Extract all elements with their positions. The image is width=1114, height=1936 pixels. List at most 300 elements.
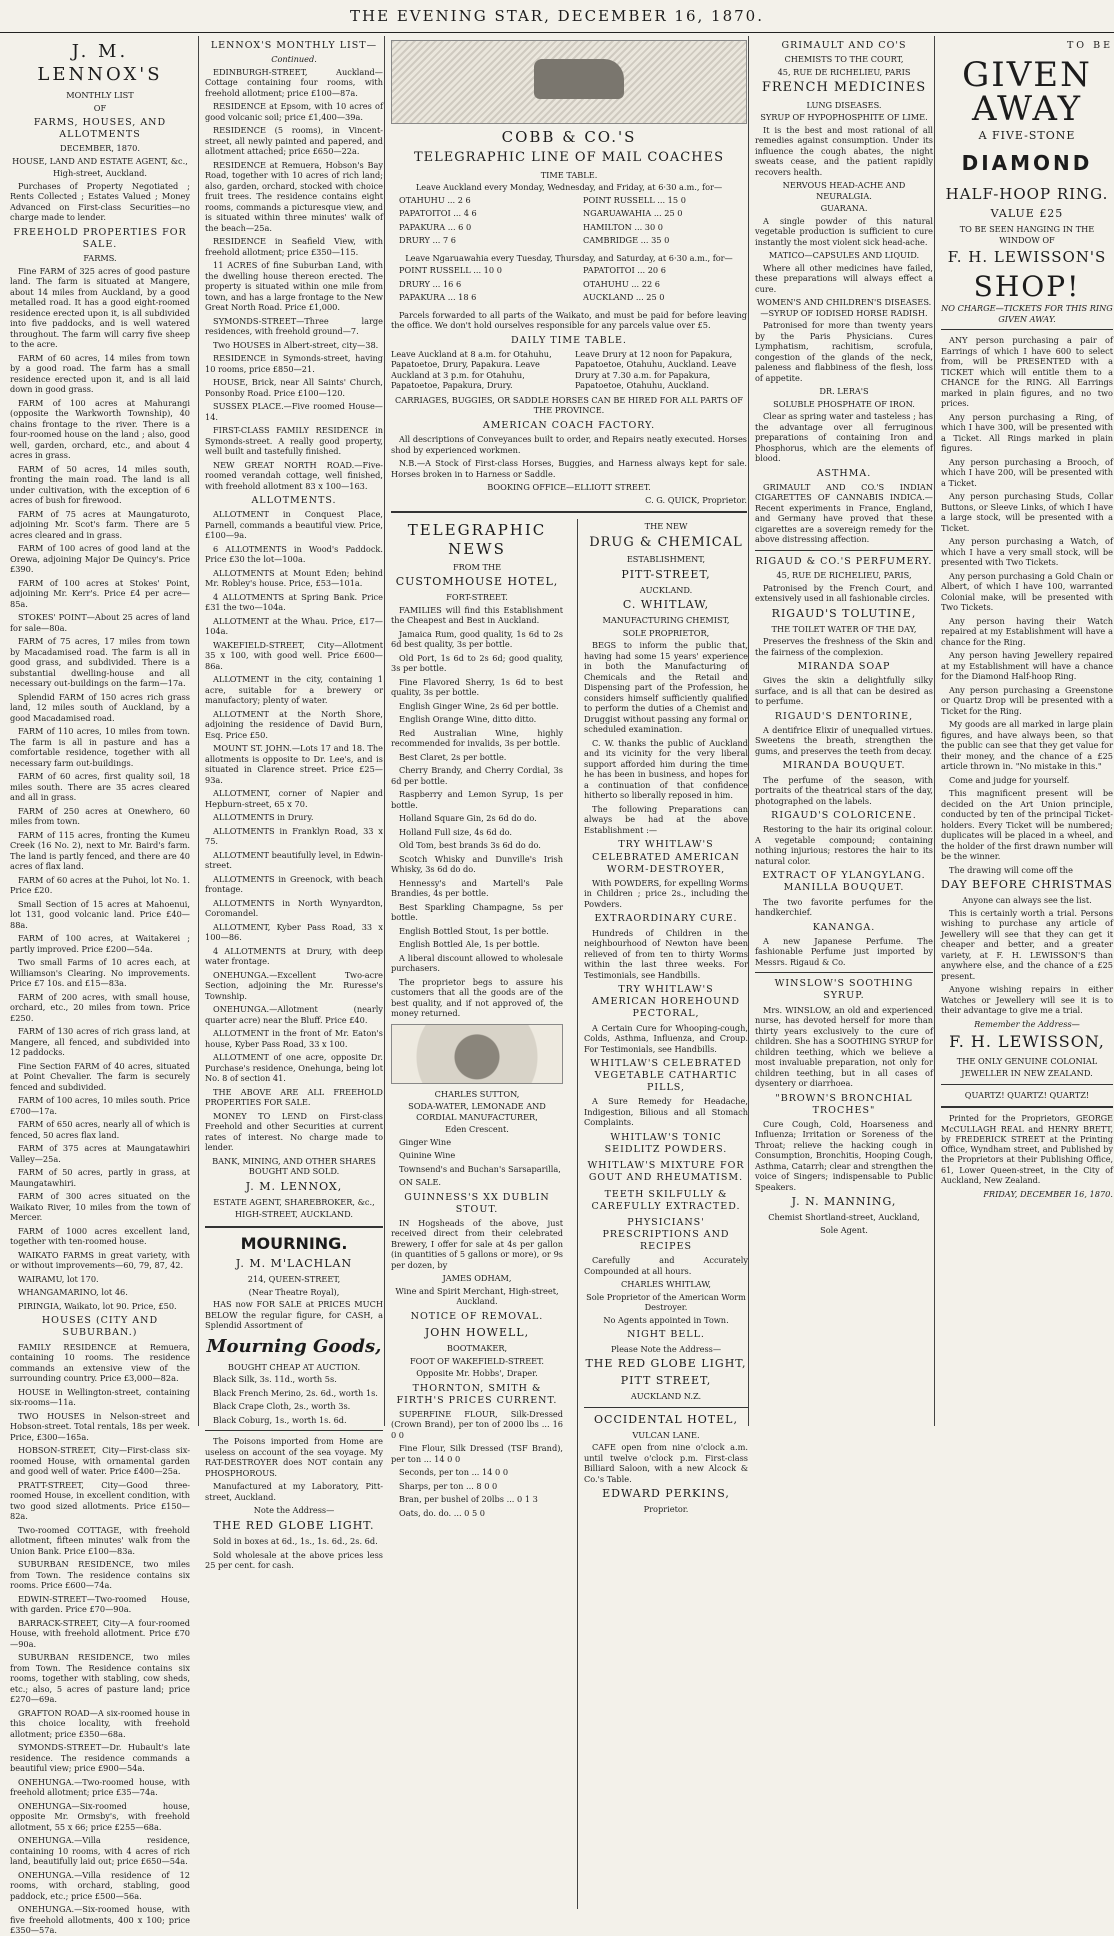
vulcan-lane: VULCAN LANE. (632, 1429, 700, 1440)
column-lennox-list (10, 36, 190, 1935)
fare-row: AUCKLAND ... 25 0 (583, 292, 665, 303)
house-listing: SUBURBAN RESIDENCE, two miles from Town. The Residence contains six rooms, together with stabling, cow sheds, etc.; also, 5 acres of pasture land; price £270—69a. (10, 1652, 190, 1704)
matico-title: MATICO—CAPSULES AND LIQUID. (768, 250, 920, 261)
manning-name: J. N. MANNING, (791, 1195, 897, 1209)
wine-item: English Ginger Wine, 2s 6d per bottle. (399, 700, 559, 711)
divider (391, 511, 747, 513)
brown-text: Cure Cough, Cold, Hoarseness and Influenza; Irritation or Soreness of the Throat; relieve the hacking cough in Consumption, Bronchitis, Hooping Cough, Asthma, Catarrh; clear and strengthen the voice of Singers; indispensable to Public Speakers. (755, 1118, 933, 1192)
sole-agent: Sole Agent. (820, 1224, 868, 1235)
fare-row: DRURY ... 16 6 (399, 278, 462, 289)
remember-address: Remember the Address— (974, 1018, 1080, 1029)
anyone-note: Anyone can always see the list. (962, 895, 1092, 906)
allotment-listing: MOUNT ST. JOHN.—Lots 17 and 18. The allotments is opposite to Dr. Lee's, and is situated in Clarence street. Price £25—93a. (205, 743, 383, 785)
given-away: GIVEN AWAY (962, 55, 1092, 130)
house-listing: SYMONDS-STREET—Dr. Hubault's late residence. The residence commands a beautiful view; price £900—54a. (10, 1742, 190, 1773)
lennox-of: OF (93, 102, 107, 113)
rigaud-title: RIGAUD & CO.'S PERFUMERY. (755, 555, 933, 567)
house-listing: ONEHUNGA.—Six-roomed house, with five freehold allotments, 400 x 100; price £350—57a. (10, 1904, 190, 1935)
hotel-column (391, 519, 563, 1909)
coloricene-title: RIGAUD'S COLORICENE. (771, 810, 917, 822)
auckland-nz: AUCKLAND N.Z. (630, 1391, 702, 1402)
only-genuine: THE ONLY GENUINE COLONIAL (956, 1055, 1098, 1066)
miranda-soap: MIRANDA SOAP (797, 661, 891, 673)
farm-listing: STOKES' POINT—About 25 acres of land for sale—80a. (10, 612, 190, 633)
flour-price: SUPERFINE FLOUR, Silk-Dressed (Crown Brand), per ton of 2000 lbs ... 16 0 0 (391, 1408, 563, 1440)
wine-item: English Bottled Stout, 1s per bottle. (399, 925, 549, 936)
freehold-note: THE ABOVE ARE ALL FREEHOLD PROPERTIES FOR SALE. (205, 1086, 383, 1108)
residence-listing: RESIDENCE in Seafield View, with freehold allotment; price £350—115. (205, 236, 383, 257)
sutton-item: Quinine Wine (399, 1150, 456, 1161)
drug-column (577, 519, 748, 1909)
drug-establishment: ESTABLISHMENT, (626, 554, 706, 565)
cobb-title: COBB & CO.'S (501, 128, 637, 146)
ticket-offer: Any person purchasing Studs, Collar Buttons, or Sleeve Links, of which I have a large stock, will be presented with a Ticket. (941, 491, 1113, 533)
farm-listing: FARM of 110 acres, 10 miles from town. The farm is all in pasture and has a comfortable residence, together with all necessary farm out-buildings. (10, 726, 190, 768)
farm-listing: FARM of 1000 acres excellent land, together with ten-roomed house. (10, 1225, 190, 1247)
fares-left (391, 195, 563, 249)
pills-title: WHITLAW'S CELEBRATED VEGETABLE CATHARTIC PILLS, (590, 1058, 742, 1094)
begs-text: BEGS to inform the public that, having had some 15 years' experience in both the Manufacturing of Chemicals and the Retail and Dispensing part of the Profession, he considers himself sufficiently qualified to perform the duties of a Chemist and Druggist without passing any formal or scheduled examination. (584, 640, 748, 735)
divider (755, 972, 933, 973)
booking-office: BOOKING OFFICE—ELLIOTT STREET. (487, 482, 651, 493)
ticket-offer: Any person having their Watch repaired at my Establishment will have a chance for the Ring. (941, 615, 1113, 647)
perkins-name: EDWARD PERKINS, (602, 1487, 730, 1501)
mourning-text: HAS now FOR SALE at PRICES MUCH BELOW the regular figure, for CASH, a Splendid Assortment of (205, 1299, 383, 1331)
divider (584, 1407, 748, 1408)
divider (941, 329, 1113, 330)
occidental-title: OCCIDENTAL HOTEL, (594, 1412, 738, 1426)
asthma-title: ASTHMA. (816, 467, 872, 479)
mourning-price-item: Black Coburg, 1s., worth 1s. 6d. (213, 1414, 347, 1425)
allotment-listing: ALLOTMENT, Kyber Pass Road, 33 x 100—86. (205, 921, 383, 943)
wine-item: Old Tom, best brands 3s 6d do do. (399, 840, 541, 851)
perkins-role: Proprietor. (643, 1504, 689, 1515)
cure-text: Hundreds of Children in the neighbourhood of Newton have been relieved of from ten to thirty Worms within the last three weeks. For Testimonials, see Handbills. (584, 927, 748, 980)
leave-auckland: Leave Auckland every Monday, Wednesday, and Friday, at 6·30 a.m., for— (415, 182, 723, 193)
ticket-offer: ANY person purchasing a pair of Earrings of which I have 600 to select from, will be PRESENTED with a TICKET which will entitle them to a CHANCE for the RING. All Earrings marked in plain figures, and no two prices. (941, 335, 1113, 409)
trial-offer: Anyone wishing repairs in either Watches or Jewellery will see it is to their advantage to give me a trial. (941, 984, 1113, 1016)
sutton-name: CHARLES SUTTON, (434, 1088, 520, 1099)
rigaud-address: 45, RUE DE RICHELIEU, PARIS, (776, 570, 912, 581)
mourning-name: J. M. M'LACHLAN (235, 1257, 353, 1271)
houses-heading: HOUSES (CITY AND SUBURBAN.) (41, 1315, 159, 1339)
allotment-listing: ALLOTMENTS in Franklyn Road, 33 x 75. (205, 825, 383, 847)
house-listing: BARRACK-STREET, City—A four-roomed House, with freehold allotment. Price £70—90a. (10, 1617, 190, 1649)
fort-street: FORT-STREET. (446, 592, 508, 603)
continued-label: Continued. (271, 54, 317, 65)
lewisson-name: F. H. LEWISSON'S (947, 248, 1107, 267)
dentorine-title: RIGAUD'S DENTORINE, (774, 710, 914, 722)
poisons-note: The Poisons imported from Home are useless on account of the sea voyage. My RAT-DESTROYER does NOT contain any PHOSPHOROUS. (205, 1436, 383, 1478)
fares-return-right (575, 265, 747, 306)
fare-row: HAMILTON ... 30 0 (583, 221, 664, 232)
daily-table (391, 349, 747, 391)
bouquet-title: MIRANDA BOUQUET. (782, 760, 906, 772)
residence-listing: RESIDENCE in Symonds-street, having 10 rooms, price £850—21. (205, 353, 383, 374)
wine-item: Old Port, 1s 6d to 2s 6d; good quality, 3s per bottle. (391, 652, 563, 674)
farm-listing: PIRINGIA, Waikato, lot 90. Price, £50. (18, 1300, 177, 1311)
fares-return (391, 265, 747, 306)
stout-heading: GUINNESS'S XX DUBLIN STOUT. (404, 1191, 550, 1215)
whitlaw-desc: MANUFACTURING CHEMIST, (602, 615, 730, 626)
ticket-offer: This magnificent present will be decided on the Art Union principle, conducted by ten of the principal Ticket-holders. Every Ticket will be numbered; duplicates will be placed in a wheel, and the holder of the first drawn number will be the winner. (941, 788, 1113, 862)
fares-right (575, 195, 747, 249)
sole-proprietor: SOLE PROPRIETOR, (622, 627, 710, 638)
residence-listing: SYMONDS-STREET—Three large residences, with freehold ground—7. (205, 315, 383, 337)
lennox-agent: HOUSE, LAND AND ESTATE AGENT, &c., (12, 155, 188, 166)
fare-row: NGARUAWAHIA ... 25 0 (583, 208, 683, 219)
sutton-item: ON SALE. (399, 1177, 442, 1188)
wine-item: English Bottled Ale, 1s per bottle. (399, 939, 540, 950)
farm-listing: FARM of 130 acres of rich grass land, at Mangere, all fenced, and subdivided into 12 paddocks. (10, 1026, 190, 1058)
allotment-listing: 4 ALLOTMENTS at Drury, with deep water frontage. (205, 945, 383, 967)
odham-desc: Wine and Spirit Merchant, High-street, Auckland. (395, 1285, 559, 1307)
day-before-christmas: DAY BEFORE CHRISTMAS (941, 878, 1113, 892)
red-globe-light: THE RED GLOBE LIGHT, (585, 1357, 747, 1371)
seen-window: TO BE SEEN HANGING IN THE WINDOW OF (959, 224, 1095, 245)
farm-listing: FARM of 115 acres, fronting the Kumeu Creek (16 No. 2), next to Mr. Baird's farm. The land is partly fenced, and there are 40 acres of flax land. (10, 829, 190, 872)
coach-illustration (534, 59, 624, 99)
farm-listing: FARM of 50 acres, 14 miles south, fronting the main road. The land is all under cultivation, with the exception of 6 acres of bush for firewood. (10, 463, 190, 506)
no-charge: NO CHARGE—TICKETS FOR THIS RING GIVEN AWAY. (941, 303, 1113, 324)
hotel-name: CUSTOMHOUSE HOTEL, (395, 575, 559, 588)
residence-listing: RESIDENCE at Epsom, with 10 acres of good volcanic soil; price £1,400—39a. (205, 101, 383, 122)
wine-item: Hennessy's and Martell's Pale Brandies, 4s per bottle. (391, 877, 563, 899)
trial-offer: This is certainly worth a trial. Persons wishing to purchase any article of Jewellery will see that they can get it cheaper and better, and a greater variety, at F. H. LEWISSON'S than anywhere else, and the chance of a £25 present. (941, 907, 1113, 981)
horehound-text: A Certain Cure for Whooping-cough, Colds, Asthma, Influenza, and Croup. For Testimonials, see Handbills. (584, 1022, 748, 1054)
rigaud-text: Patronised by the French Court, and extensively used in all fashionable circles. (755, 582, 933, 604)
pitt-street-2: PITT STREET, (620, 1374, 712, 1388)
house-listing: PRATT-STREET, City—Good three-roomed House, in excellent condition, with two good sized allotments. Price £150—82a. (10, 1479, 190, 1521)
fare-row: PAPATOITOI ... 4 6 (399, 208, 477, 219)
farm-listing: FARM of 650 acres, nearly all of which is fenced, 50 acres flax land. (10, 1119, 190, 1140)
wine-item: Red Australian Wine, highly recommended for invalids, 3s per bottle. (391, 727, 563, 749)
pills-text: A Sure Remedy for Headache, Indigestion, Bilious and all Stomach Complaints. (584, 1096, 748, 1128)
daily-left: Leave Auckland at 8 a.m. for Otahuhu, Papatoetoe, Drury, Papakura. Leave Auckland at 3 p.m. for Otahuhu, Papatoetoe, Papakura, Drury. (391, 348, 552, 391)
fare-row: CAMBRIDGE ... 35 0 (583, 235, 670, 246)
freehold-heading: FREEHOLD PROPERTIES FOR SALE. (13, 226, 187, 251)
lera-sub: SOLUBLE PHOSPHATE OF IRON. (773, 398, 915, 409)
howell-address: FOOT OF WAKEFIELD-STREET. (409, 1355, 545, 1366)
lennox-subtitle: MONTHLY LIST (66, 90, 134, 101)
farm-listing: FARM of 100 acres of good land at the Orewa, adjoining Major De Quincy's. Price £390. (10, 543, 190, 575)
allotment-listing: ALLOTMENT, corner of Napier and Hepburn-street, 65 x 70. (205, 788, 383, 809)
fares-outbound (391, 195, 747, 249)
allotment-listing: ALLOTMENT in the city, containing 1 acre, suitable for a brewery or manufactory; plenty of water. (205, 674, 383, 706)
daily-timetable: DAILY TIME TABLE. (511, 334, 627, 346)
mail-coaches-title: TELEGRAPHIC LINE OF MAIL COACHES (414, 150, 724, 166)
fare-row: PAPAKURA ... 18 6 (399, 292, 477, 303)
womens-title: WOMEN'S AND CHILDREN'S DISEASES. —SYRUP OF IODISED HORSE RADISH. (756, 297, 932, 318)
ticket-offer: Any person purchasing a Brooch, of which I have 200, will be presented with a Ticket. (941, 456, 1113, 488)
brown-title: "BROWN'S BRONCHIAL TROCHES" (775, 1092, 913, 1116)
fare-row: POINT RUSSELL ... 15 0 (583, 194, 686, 205)
ticket-offer: Any person purchasing a Greenstone or Quartz Drop will be presented with a Ticket for the Ring. (941, 684, 1113, 716)
nervous-title: NERVOUS HEAD-ACHE AND NEURALGIA. (782, 180, 906, 201)
proprietor-note: The proprietor begs to assure his customers that all the goods are of the best quality, and if not approved of, the money returned. (391, 976, 563, 1019)
allotment-list (205, 509, 383, 1084)
sutton-list (391, 1137, 563, 1188)
teeth-title: TEETH SKILFULLY & CAREFULLY EXTRACTED. (591, 1188, 741, 1212)
ticket-offer: My goods are all marked in large plain figures, and have always been, so that the public can see that they get value for their money, and the chance of a £25 article thrown in. "No mistake in this." (941, 719, 1113, 772)
seidlitz-title: WHITLAW'S TONIC SEIDLITZ POWDERS. (604, 1131, 728, 1156)
lera-text: Clear as spring water and tasteless ; has the advantage over all ferruginous preparations of containing Iron and Phosphorus, which are the elements of blood. (755, 411, 933, 464)
farm-listing: WAIKATO FARMS in great variety, with or without improvements—60, 79, 87, 42. (10, 1249, 190, 1271)
house-listing: ONEHUNGA—Six-roomed house, opposite Mr. Ormsby's, with freehold allotment, 55 x 66; price £255—68a. (10, 1800, 190, 1832)
timetable-heading: TIME TABLE. (540, 169, 598, 180)
ticket-offers (941, 335, 1113, 875)
flour-price: Seconds, per ton ... 14 0 0 (399, 1467, 509, 1478)
factory-text: All descriptions of Conveyances built to order, and Repairs neatly executed. Horses shod by experienced workmen. (391, 434, 747, 455)
quartz: QUARTZ! QUARTZ! QUARTZ! (964, 1089, 1090, 1100)
allotment-listing: ONEHUNGA.—Excellent Two-acre Section, adjoining the Mr. Ruresse's Township. (205, 969, 383, 1001)
thanks-text: C. W. thanks the public of Auckland and its vicinity for the very liberal support afforded him during the time he has been in business, and hopes for a continuation of that confidence hitherto so liberally reposed in him. (584, 737, 748, 801)
winslow-title: WINSLOW'S SOOTHING SYRUP. (774, 978, 914, 1002)
allotment-listing: ONEHUNGA.—Allotment (nearly quarter acre) near the Bluff. Price £40. (205, 1004, 383, 1025)
farm-listing: FARM of 100 acres at Mahurangi (opposite the Warkworth Township), 40 chains frontage to the river. There is a four-roomed house on the land ; also, good well, garden, orchard, etc., and about 4 acres in grass. (10, 397, 190, 461)
divider (755, 550, 933, 551)
worm-title: TRY WHITLAW'S CELEBRATED AMERICAN WORM-DESTROYER, (592, 839, 740, 875)
kananga-title: KANANGA. (812, 921, 876, 933)
daily-right: Leave Drury at 12 noon for Papakura, Papatoetoe, Otahuhu, Auckland. Leave Drury at 7.30 a.m. for Papakura, Papatoetoe, Otahuhu, Auckland. (575, 348, 737, 391)
wine-item: Raspberry and Lemon Syrup, 1s per bottle. (391, 789, 563, 810)
chemists-court: CHEMISTS TO THE COURT, (784, 54, 904, 65)
whitlaw-name: C. WHITLAW, (622, 598, 710, 612)
miranda-text: Gives the skin a delightfully silky surface, and is all that can be desired as to perfume. (755, 675, 933, 707)
agent-address: HIGH-STREET, AUCKLAND. (234, 1209, 354, 1220)
guarana-title: GUARANA. (820, 203, 868, 214)
diamond-title: DIAMOND (961, 151, 1093, 176)
farm-listing: FARM of 75 acres at Maungaturoto, adjoining Mr. Scot's farm. There are 5 acres cleared and in grass. (10, 508, 190, 540)
fare-row: DRURY ... 7 6 (399, 235, 456, 246)
lennox-heading: FARMS, HOUSES, AND ALLOTMENTS (33, 117, 167, 141)
residence-listing: 11 ACRES of fine Suburban Land, with the dwelling house thereon erected. The property is situated within one mile from town, and has a large frontage to the New Great North Road. Price £1,000. (205, 260, 383, 313)
column-lennox-continued (198, 36, 383, 1571)
preparations-note: The following Preparations can always be had at the above Establishment :— (584, 803, 748, 835)
discount-note: A liberal discount allowed to wholesale purchasers. (391, 952, 563, 974)
french-medicines: FRENCH MEDICINES (761, 80, 927, 96)
mourning-goods: Mourning Goods, (206, 1335, 382, 1357)
footer-date: FRIDAY, DECEMBER 16, 1870. (983, 1188, 1113, 1199)
allotment-listing: WAKEFIELD-STREET, City—Allotment 35 x 100, with good well. Price £600—86a. (205, 639, 383, 671)
farm-listing: FARM of 60 acres, first quality soil, 18 miles south. There are 35 acres cleared and all in grass. (10, 771, 190, 803)
boxes-price: Sold in boxes at 6d., 1s., 1s. 6d., 2s. 6d. (213, 1536, 378, 1547)
column-center (384, 36, 748, 1518)
allotment-listing: ALLOTMENT at the Whau. Price, £17—104a. (205, 615, 383, 637)
fare-row: POINT RUSSELL ... 10 0 (399, 265, 502, 276)
divider (205, 1430, 383, 1431)
lennox-cont-title: LENNOX'S MONTHLY LIST— (210, 40, 378, 51)
mourning-price-list (205, 1374, 383, 1425)
lennox-street: High-street, Auckland. (53, 168, 147, 179)
allotment-listing: ALLOTMENTS at Mount Eden; behind Mr. Robley's house. Price, £53—101a. (205, 567, 383, 589)
residence-listing: RESIDENCE at Remuera, Hobson's Bay Road, together with 10 acres of rich land; also, garden, orchard, stocked with choice fruit trees. The residence contains eight rooms, commands a picturesque view, and is situated within three minutes' walk of the beach—25a. (205, 159, 383, 233)
cw-name: CHARLES WHITLAW, (621, 1279, 711, 1290)
sutton-item: Townsend's and Buchan's Sarsaparilla, (399, 1163, 561, 1174)
soda-machine-illustration (391, 1024, 563, 1084)
physicians-title: PHYSICIANS' PRESCRIPTIONS AND RECIPES (602, 1216, 730, 1253)
mourning-heading: MOURNING. (240, 1233, 348, 1253)
lung-diseases: LUNG DISEASES. (806, 99, 882, 110)
allotment-listing: 4 ALLOTMENTS at Spring Bank. Price £31 the two—104a. (205, 591, 383, 613)
night-bell: NIGHT BELL. (627, 1329, 705, 1341)
farm-list (10, 266, 190, 1312)
ticket-offer: Any person having Jewellery repaired at my Establishment will have a chance for the Diamond Half-hoop Ring. (941, 650, 1113, 682)
mourning-price-item: Black French Merino, 2s. 6d., worth 1s. (213, 1387, 378, 1398)
house-listing: HOBSON-STREET, City—First-class six-roomed House, with ornamental garden and good well of water. Price £400—25a. (10, 1445, 190, 1476)
divider (941, 1106, 1113, 1108)
farm-listing: FARM of 300 acres situated on the Waikato River, 10 miles from the town of Mercer. (10, 1191, 190, 1223)
printed-by: Printed for the Proprietors, GEORGE McCULLAGH REAL and HENRY BRETT, by FREDERICK STREET at the Printing Office, Wyndham street, and Published by the Proprietors at their Publishing Office, 61, Lower Queen-street, in the City of Auckland, New Zealand. (941, 1114, 1113, 1185)
fare-row: PAPATOITOI ... 20 6 (583, 265, 666, 276)
divider (941, 1084, 1113, 1085)
hogsheads-text: IN Hogsheads of the above, just received direct from their celebrated Brewery, I offer for sale at 4s per gallon (in quantities of 5 gallons or more), or 9s per dozen, by (391, 1217, 563, 1270)
parcels-note: Parcels forwarded to all parts of the Waikato, and must be paid for before leaving the office. We don't hold ourselves responsible for any parcels value over £5. (391, 309, 747, 331)
bank-shares: BANK, MINING, AND OTHER SHARES BOUGHT AND SOLD. (212, 1155, 376, 1177)
lennox-date: DECEMBER, 1870. (60, 143, 140, 154)
allotment-listing: ALLOTMENT in Conquest Place, Parnell, commands a beautiful view. Price, £100—9a. (205, 509, 383, 541)
residence-listing: HOUSE, Brick, near All Saints' Church, Ponsonby Road. Price £100—120. (205, 377, 383, 398)
manning-role: Chemist Shortland-street, Auckland, (768, 1212, 920, 1223)
carriages-note: CARRIAGES, BUGGIES, OR SADDLE HORSES CAN BE HIRED FOR ALL PARTS OF THE PROVINCE. (395, 394, 743, 416)
guarana-text: A single powder of this natural vegetable production is sufficient to cure instantly the most violent sick head-ache. (755, 215, 933, 247)
allotment-listing: ALLOTMENT of one acre, opposite Dr. Purchase's residence, Onehunga, being lot No. 8 of section 41. (205, 1052, 383, 1084)
money-to-lend: MONEY TO LEND on First-class Freehold and other Securities at current rates of interest. No charge made to lender. (205, 1110, 383, 1153)
farm-listing: FARM of 75 acres, 17 miles from town by Macadamised road. The farm is all in good grass, and subdivided. There is a substantial dwelling-house and all necessary out-buildings on the farm—17a. (10, 636, 190, 689)
coach-engraving (391, 40, 747, 124)
asthma-text: GRIMAULT AND CO.'S INDIAN CIGARETTES OF CANNABIS INDICA.—Recent experiments in France, England, and Germany have proved that these cigarettes are a sovereign remedy for the above distressing affection. (755, 481, 933, 545)
winslow-text: Mrs. WINSLOW, an old and experienced nurse, has devoted herself for more than thirty years exclusively to the cure of children. She has a SOOTHING SYRUP for children teething, which we believe a most invaluable preparation, not only for children teething, but in all cases of dysentery or diarrhoea. (755, 1004, 933, 1089)
soda-title: SODA-WATER, LEMONADE AND CORDIAL MANUFACTURER, (408, 1101, 546, 1122)
wine-list (391, 629, 563, 950)
farm-listing: WHANGAMARINO, lot 46. (18, 1287, 128, 1298)
coach-factory: AMERICAN COACH FACTORY. (482, 419, 656, 431)
residence-listing: SUSSEX PLACE.—Five roomed House—14. (205, 401, 383, 422)
residence-listing: NEW GREAT NORTH ROAD.—Five-roomed verandah cottage, well finished, with freehold allotment 83 x 100—163. (205, 459, 383, 491)
howell-name: JOHN HOWELL, (424, 1326, 530, 1340)
farm-listing: Fine Section FARM of 40 acres, situated at Point Chevalier. The farm is securely fenced and subdivided. (10, 1060, 190, 1092)
tolutine-text: Preserves the freshness of the Skin and the fairness of the complexion. (755, 636, 933, 657)
physicians-text: Carefully and Accurately Compounded at all hours. (584, 1255, 748, 1276)
wine-item: Jamaica Rum, good quality, 1s 6d to 2s 6d best quality, 3s per bottle. (391, 628, 563, 650)
house-listing: GRAFTON ROAD—A six-roomed house in this choice locality, with freehold allotment; price £350—68a. (10, 1707, 190, 1739)
bootmaker: BOOTMAKER, (446, 1343, 508, 1354)
drug-the-new: THE NEW (644, 521, 688, 532)
syrup-text: It is the best and most rational of all remedies against consumption. Under its influence the cough abates, the night sweats cease, and the patient rapidly recovers health. (755, 124, 933, 177)
wine-item: Cherry Brandy, and Cherry Cordial, 3s 6d per bottle. (391, 765, 563, 786)
house-listing: EDWIN-STREET—Two-roomed House, with garden. Price £70—90a. (10, 1593, 190, 1614)
coloricene-text: Restoring to the hair its original colour. A vegetable compound; containing nothing injurious; restores the hair to its natural color. (755, 824, 933, 866)
column-lewisson (934, 36, 1113, 1426)
ticket-offer: Any person purchasing a Watch, of which I have a very small stock, will be presented with Two Tickets. (941, 536, 1113, 568)
dentorine-text: A dentifrice Elixir of unequalled virtues. Sweetens the breath, strengthen the gums, and preserves the teeth from decay. (755, 724, 933, 756)
farm-listing: FARM of 60 acres, 14 miles from town by a good road. The farm has a small residence erected upon it, and is all laid down in good grass. (10, 352, 190, 395)
ticket-offer: Come and judge for yourself. (949, 774, 1070, 785)
wine-item: Holland Square Gin, 2s 6d do do. (399, 813, 537, 824)
drug-auckland: AUCKLAND. (639, 584, 693, 595)
flour-price: Fine Flour, Silk Dressed (TSF Brand), per ton ... 14 0 0 (391, 1443, 563, 1464)
allotments-heading: ALLOTMENTS. (251, 495, 337, 507)
mourning-bought: BOUGHT CHEAP AT AUCTION. (227, 1361, 361, 1372)
wine-item: English Orange Wine, ditto ditto. (399, 714, 537, 725)
flour-price: Sharps, per ton ... 8 0 0 (399, 1480, 498, 1491)
agent-name: J. M. LENNOX, (245, 1179, 343, 1193)
farm-listing: Small Section of 15 acres at Mahoenui, lot 131, good volcanic land. Price £40—88a. (10, 898, 190, 930)
allotment-listing: ALLOTMENT beautifully level, in Edwin-street. (205, 849, 383, 871)
wine-item: Fine Flavored Sherry, 1s 6d to best quality, 3s per bottle. (391, 676, 563, 698)
allotment-listing: ALLOTMENTS in Drury. (213, 812, 314, 823)
agent-desc: ESTATE AGENT, SHAREBROKER, &c., (213, 1196, 375, 1207)
lera-title: DR. LERA'S (819, 386, 869, 397)
wine-item: Holland Full size, 4s 6d do. (399, 826, 512, 837)
farm-listing: FARM of 375 acres at Maungatawhiri Valley—25a. (10, 1143, 190, 1164)
house-listing: HOUSE in Wellington-street, containing six-rooms—11a. (10, 1386, 190, 1407)
mourning-price-item: Black Silk, 3s. 11d., worth 5s. (213, 1374, 337, 1385)
ylang-title: EXTRACT OF YLANGYLANG. MANILLA BOUQUET. (762, 870, 926, 894)
wine-item: Best Claret, 2s per bottle. (399, 751, 507, 762)
house-listing: ONEHUNGA.—Villa residence of 12 rooms, with orchard, stabling, good paddock, etc.; price £500—56a. (10, 1869, 190, 1901)
farm-listing: FARM of 100 acres at Stokes' Point, adjoining Mr. Kerr's. Price £4 per acre—85a. (10, 577, 190, 609)
value: VALUE £25 (990, 207, 1064, 221)
leave-ngaruawahia: Leave Ngaruawahia every Tuesday, Thursday, and Saturday, at 6·30 a.m., for— (405, 252, 733, 263)
gout-title: WHITLAW'S MIXTURE FOR GOUT AND RHEUMATISM. (587, 1160, 745, 1184)
note-address: Note the Address— (253, 1505, 335, 1516)
removal-heading: NOTICE OF REMOVAL. (410, 1310, 544, 1322)
farm-listing: FARM of 60 acres at the Puhoi, lot No. 1. Price £20. (10, 874, 190, 896)
farm-listing: WAIRAMU, lot 170. (18, 1273, 99, 1284)
mourning-near: (Near Theatre Royal), (248, 1286, 340, 1297)
farm-listing: FARM of 250 acres at Onewhero, 60 miles from town. (10, 805, 190, 827)
house-listing: TWO HOUSES in Nelson-street and Hobson-street. Total rentals, 18s per week. Price, £300—165a. (10, 1410, 190, 1442)
wine-item: Scotch Whisky and Dunville's Irish Whisky, 3s 6d do do. (391, 853, 563, 875)
residence-listing: RESIDENCE (5 rooms), in Vincent-street, all newly painted and papered, and allotment attached; price £650—22a. (205, 125, 383, 157)
farm-listing: FARM of 100 acres, at Waitakerei ; partly improved. Price £200—54a. (10, 933, 190, 954)
farm-listing: FARM of 100 acres, 10 miles south. Price £700—17a. (10, 1095, 190, 1116)
residence-listing: Two HOUSES in Albert-street, city—38. (213, 339, 379, 350)
half-hoop: HALF-HOOP RING. (945, 184, 1109, 203)
mourning-price-item: Black Crape Cloth, 2s., worth 3s. (213, 1401, 351, 1412)
news-title: TELEGRAPHIC NEWS (407, 521, 547, 559)
center-subcolumns (391, 519, 748, 1518)
allotment-listing: ALLOTMENTS in North Wynyardton, Coromandel. (205, 897, 383, 919)
drug-title: DRUG & CHEMICAL (589, 534, 743, 550)
laboratory-note: Manufactured at my Laboratory, Pitt-street, Auckland. (205, 1481, 383, 1502)
wholesale-price: Sold wholesale at the above prices less 25 per cent. for cash. (205, 1549, 383, 1571)
farm-listing: Fine FARM of 325 acres of good pasture land. The farm is situated at Mangere, about 14 miles from Auckland, by a good metalled road. It has a good eight-roomed residence erected upon it, is all subdivided into five paddocks, and is well watered throughout. The farm will carry five sheep to the acre. (10, 265, 190, 350)
sutton-item: Ginger Wine (399, 1136, 452, 1147)
column-grimault (748, 36, 933, 1426)
please-note: Please Note the Address— (610, 1343, 722, 1354)
fare-row: OTAHUHU ... 2 6 (399, 194, 471, 205)
ticket-offer: The drawing will come off the (949, 864, 1073, 875)
bouquet-text: The perfume of the season, with portraits of the theatrical stars of the day, photographed on the labels. (755, 774, 933, 806)
flour-price-list (391, 1409, 563, 1519)
ylang-text: The two favorite perfumes for the handkerchief. (755, 896, 933, 918)
farm-listing: FARM of 200 acres, with small house, orchard, etc., 20 miles from town. Price £250. (10, 991, 190, 1023)
womens-text: Patronised for more than twenty years by the Paris Physicians. Cures Lymphatism, rachitism, scrofula, congestion of the glands of the neck, paleness and flabbiness of the flesh, loss of appetite. (755, 320, 933, 383)
allotment-listing: ALLOTMENT in the front of Mr. Eaton's house, Kyber Pass Road, 33 x 100. (205, 1028, 383, 1049)
lennox-note: Purchases of Property Negotiated ; Rents Collected ; Estates Valued ; Money Advanced on First-class Securities—no charge made to lender. (10, 180, 190, 223)
pitt-street: PITT-STREET, (621, 567, 711, 581)
wine-item: Best Sparkling Champagne, 5s per bottle. (391, 901, 563, 923)
house-listing: SUBURBAN RESIDENCE, two miles from Town. The residence contains six rooms. Price £600—74a. (10, 1559, 190, 1590)
horehound-title: TRY WHITLAW'S AMERICAN HOREHOUND PECTORAL, (591, 984, 741, 1020)
farm-listing: Splendid FARM of 150 acres rich grass land, 12 miles south of Auckland, by a good Macadamised road. (10, 691, 190, 723)
house-listing: ONEHUNGA.—Villa residence, containing 10 rooms, with 4 acres of rich land, beautifully laid out; price £650—54a. (10, 1835, 190, 1866)
opposite-note: Opposite Mr. Hobbs', Draper. (416, 1368, 538, 1379)
freehold-sub: FARMS. (83, 253, 117, 264)
allotment-listing: ALLOTMENT at the North Shore, adjoining the residence of David Burn, Esq. Price £50. (205, 708, 383, 740)
